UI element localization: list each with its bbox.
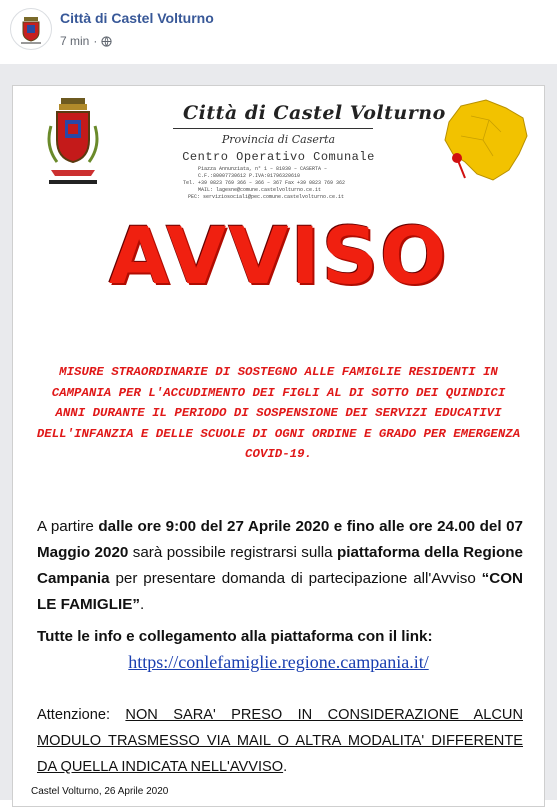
notice-heading: AVVISO: [108, 212, 449, 302]
notice-paragraph: A partire dalle ore 9:00 del 27 Aprile 2020 e fino alle ore 24.00 del 07 Maggio 2020 sarà possibile registrarsi sulla piattaforma della Regione Campania per presentare domanda di partecipazione all'Avviso “CON LE FAMIGLIE”.: [37, 518, 523, 613]
notice-warning: Attenzione: NON SARA' PRESO IN CONSIDERAZIONE ALCUN MODULO TRASMESSO VIA MAIL O ALTRA MODALITA' DIFFERENTE DA QUELLA INDICATA NELL'AVVISO.: [37, 707, 523, 775]
globe-icon[interactable]: [101, 36, 112, 47]
page-avatar[interactable]: [10, 8, 52, 50]
letterhead-fiscal: C.F.:80007730612 P.IVA:01796320610: [198, 173, 301, 179]
post-meta: [60, 34, 112, 48]
mail-link[interactable]: lagesne@comune.castelvolturno.ce.it: [216, 187, 322, 193]
title-divider: [173, 128, 373, 129]
coat-of-arms-icon: [11, 9, 51, 49]
campania-map-icon: [431, 96, 531, 186]
letterhead-phone: Tel. +39 0823 769 366 – 366 – 367 Fax +39 0823 769 362: [183, 180, 346, 186]
meta-separator: ·: [93, 34, 98, 48]
pec-link[interactable]: serviziosociali@pec.comune.castelvolturno.ce.it: [203, 194, 345, 200]
letterhead-centro: Centro Operativo Comunale: [182, 150, 375, 164]
letterhead-pec: PEC: serviziosociali@pec.comune.castelvolturno.ce.it: [188, 194, 345, 200]
notice-signature: Castel Volturno, 26 Aprile 2020: [31, 786, 169, 797]
post-header: [0, 0, 557, 62]
letterhead-province: Provincia di Caserta: [221, 133, 336, 146]
notice-link-intro: Tutte le info e collegamento alla piattaforma con il link:: [37, 628, 433, 645]
post-time[interactable]: 7 min: [60, 34, 90, 48]
letterhead-mail: MAIL: lagesne@comune.castelvolturno.ce.it: [198, 187, 322, 193]
platform-link[interactable]: https://conlefamiglie.regione.campania.it/: [128, 652, 429, 672]
notice-subject: MISURE STRAORDINARIE DI SOSTEGNO ALLE FAMIGLIE RESIDENTI IN CAMPANIA PER L'ACCUDIMENTO DEI FIGLI AL DI SOTTO DEI QUINDICI ANNI DURANTE IL PERIODO DI SOSPENSIONE DEI SERVIZI EDUCATIVI DELL'INFANZIA E DELLE SCUOLE DI OGNI ORDINE E GRADO PER EMERGENZA COVID-19.: [36, 365, 521, 461]
notice-document: [12, 85, 545, 807]
letterhead-title: Città di Castel Volturno: [183, 102, 446, 124]
letterhead-address: Piazza Annunziata, n° 1 – 81030 – CASERTA –: [198, 166, 328, 172]
page-name-link[interactable]: Città di Castel Volturno: [60, 10, 214, 26]
